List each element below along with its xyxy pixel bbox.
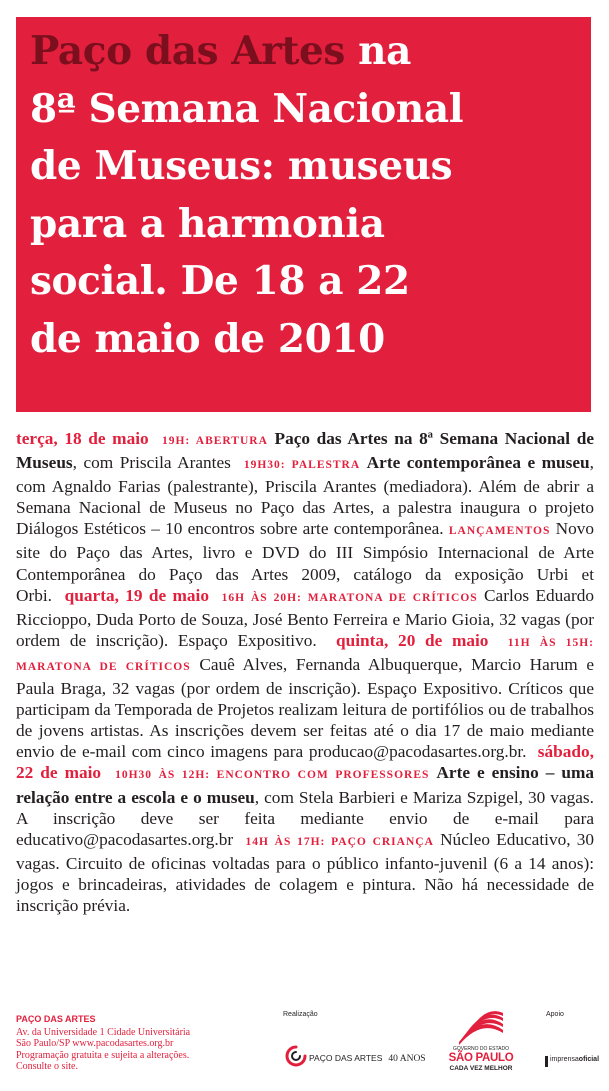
event-opening-time: 19H: ABERTURA xyxy=(161,435,268,447)
paco-logo-text: PAÇO DAS ARTES xyxy=(309,1053,383,1063)
governo-sao-paulo-logo xyxy=(441,1010,521,1076)
paco-logo-mark-icon xyxy=(285,1044,307,1070)
imprensa-word-2: oficial xyxy=(578,1056,600,1063)
day-saturday-date: sábado, 22 de maio xyxy=(16,742,594,783)
event-teachers-text: , com Stela Barbieri e Mariza Szpigel, 30 vagas. A inscrição deve ser feita mediante envio de e-mail para educativo@pacodasartes.org.br xyxy=(16,787,594,849)
day-thursday-date: quinta, 20 de maio xyxy=(336,630,489,650)
event-kids-time: 14H ÀS 17H: PAÇO CRIANÇA xyxy=(245,835,434,848)
event-lecture-text: , com Agnaldo Farias (palestrante), Priscila Arantes (mediadora). Além de abrir a Semana Nacional de Museus no Paço das Artes, a palestra inaugura o projeto Diálogos Estéticos – 10 encontros sobre arte contemporânea. xyxy=(16,453,594,539)
event-teachers-time: 10H30 ÀS 12H: ENCONTRO COM PROFESSORES xyxy=(115,769,430,782)
footer-note-1: Programação gratuita e sujeita a alterações. xyxy=(16,1049,190,1061)
headline-line-4: para a harmonia xyxy=(30,200,385,247)
realizacao-label: Realização xyxy=(283,1011,318,1018)
paco-logo-years: 40 ANOS xyxy=(388,1054,426,1064)
headline-line-2: 8ª Semana Nacional xyxy=(30,85,464,132)
headline-line-1: na xyxy=(344,28,411,74)
headline-line-3: de Museus: museus xyxy=(30,143,453,189)
event-opening-title: Paço das Artes na 8ª Semana Nacional de Museus xyxy=(16,429,595,473)
footer-address-line-2: São Paulo/SP www.pacodasartes.org.br xyxy=(16,1038,174,1049)
sao-paulo-flag-icon xyxy=(441,1010,521,1046)
footer-address-line-1: Av. da Universidade 1 Cidade Universitária xyxy=(16,1026,191,1038)
program-text xyxy=(16,428,594,916)
footer-address xyxy=(16,1014,256,1073)
event-thu-critics-time: 11H ÀS 15H: MARATONA DE CRÍTICOS xyxy=(16,636,594,673)
gov-line: GOVERNO DO ESTADO xyxy=(452,1046,510,1052)
footer-note-2: Consulte o site. xyxy=(16,1061,78,1072)
imprensa-oficial-logo xyxy=(545,1055,600,1069)
headline-line-5: social. De 18 a 22 xyxy=(30,258,410,304)
event-lecture-time: 19H30: PALESTRA xyxy=(243,459,361,472)
apoio-label: Apoio xyxy=(546,1011,564,1018)
footer-org-name: PAÇO DAS ARTES xyxy=(16,1014,96,1024)
event-kids-text: Núcleo Educativo, 30 vagas. Circuito de oficinas voltadas para o público infanto-juvenil (6 a 14 anos): jogos e brincadeiras, atividades de colagem e pintura. Não há necessidade de inscrição prévia. xyxy=(16,829,595,915)
event-teachers-title: Arte e ensino – uma relação entre a escola e o museu xyxy=(16,763,595,807)
headline-line-6: de maio de 2010 xyxy=(30,315,385,362)
event-wed-critics-time: 16H ÀS 20H: MARATONA DE CRÍTICOS xyxy=(221,591,478,604)
headline-highlight: Paço das Artes xyxy=(30,28,345,74)
event-lecture-title: Arte contemporânea e museu xyxy=(366,453,590,473)
headline-banner xyxy=(16,17,591,412)
imprensa-bar-icon xyxy=(545,1056,548,1067)
headline xyxy=(30,23,463,368)
event-wed-critics-text: Carlos Eduardo Riccioppo, Duda Porto de Souza, José Bento Ferreira e Mario Gioia, 32 vagas (por ordem de inscrição). Espaço Expositivo. xyxy=(16,585,595,650)
event-opening-text: , com Priscila Arantes xyxy=(72,453,231,473)
gov-state: SÃO PAULO xyxy=(448,1052,514,1064)
imprensa-word-1: imprensa xyxy=(550,1056,579,1063)
day-wednesday-date: quarta, 19 de maio xyxy=(64,585,209,605)
event-launches-label: LANÇAMENTOS xyxy=(448,525,551,538)
paco-das-artes-logo xyxy=(285,1044,426,1070)
event-thu-critics-text: Cauê Alves, Fernanda Albuquerque, Marcio Harum e Paula Braga, 32 vagas (por ordem de inscrição). Espaço Expositivo. Críticos que participam da Temporada de Projetos realizam leitura de portifólios ou de trabalhos de jovens artistas. As inscrições devem ser feitas até o dia 17 de maio mediante envio de e-mail com cinco imagens para producao@pacodasartes.org.br. xyxy=(16,654,595,762)
gov-slogan: CADA VEZ MELHOR xyxy=(449,1065,513,1072)
event-launches-text: Novo site do Paço das Artes, livro e DVD do III Simpósio Internacional de Arte Contemporânea do Paço das Artes 2009, catálogo da exposição Urbi et Orbi. xyxy=(16,519,594,605)
day-tuesday-date: terça, 18 de maio xyxy=(16,429,149,448)
